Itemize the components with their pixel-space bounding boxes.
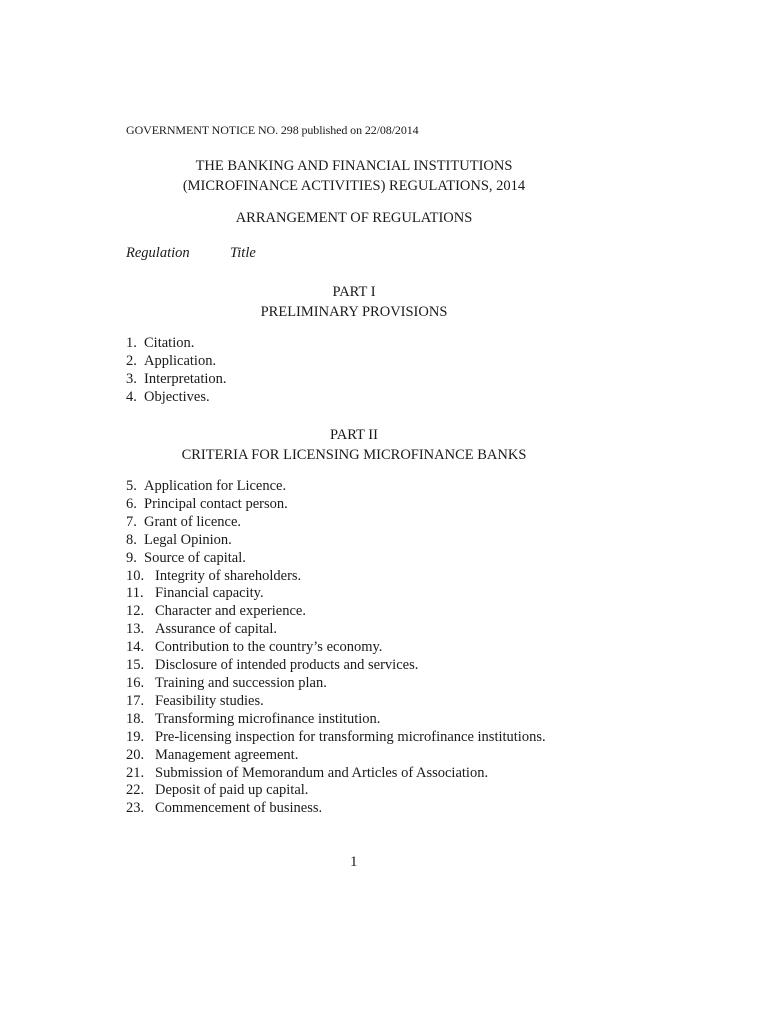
regulation-title: Character and experience. — [155, 603, 306, 620]
regulation-number: 15. — [126, 657, 145, 674]
regulation-number: 2. — [126, 352, 137, 369]
regulation-title: Principal contact person. — [144, 495, 288, 512]
list-item — [126, 639, 546, 657]
regulation-number: 8. — [126, 531, 137, 548]
regulation-number: 11. — [126, 585, 144, 602]
part-1-regulation-list — [126, 335, 227, 407]
regulation-number: 1. — [126, 335, 137, 351]
list-item — [126, 371, 227, 389]
regulation-title: Contribution to the country’s economy. — [155, 639, 383, 656]
regulation-title: Submission of Memorandum and Articles of Association. — [155, 764, 489, 781]
government-notice: GOVERNMENT NOTICE NO. 298 published on 22/08/2014 — [126, 123, 419, 137]
list-item — [126, 675, 546, 693]
regulation-number: 6. — [126, 495, 137, 512]
list-item — [126, 800, 546, 818]
regulation-number: 16. — [126, 674, 145, 691]
regulation-title: Pre-licensing inspection for transforming microfinance institutions. — [155, 728, 546, 745]
list-item — [126, 747, 546, 765]
list-item — [126, 711, 546, 729]
list-item — [126, 621, 546, 639]
regulation-number: 19. — [126, 728, 145, 745]
regulation-number: 12. — [126, 603, 145, 620]
regulation-title: Application for Licence. — [144, 478, 287, 494]
list-item — [126, 335, 227, 353]
part-2-label: PART II — [330, 427, 378, 443]
regulation-number: 17. — [126, 692, 145, 709]
column-heading-regulation: Regulation — [126, 245, 190, 261]
column-headings — [126, 245, 256, 262]
part-2-regulation-list — [126, 478, 546, 818]
regulation-title: Feasibility studies. — [155, 692, 264, 709]
regulation-number: 13. — [126, 621, 145, 638]
list-item — [126, 782, 546, 800]
list-item — [126, 729, 546, 747]
document-title-line-1: THE BANKING AND FINANCIAL INSTITUTIONS — [195, 158, 513, 174]
list-item — [126, 496, 546, 514]
regulation-number: 4. — [126, 388, 137, 405]
regulation-number: 20. — [126, 746, 145, 763]
list-item — [126, 550, 546, 568]
list-item — [126, 693, 546, 711]
list-item — [126, 514, 546, 532]
regulation-title: Integrity of shareholders. — [155, 567, 302, 584]
regulation-title: Legal Opinion. — [144, 531, 232, 548]
list-item — [126, 603, 546, 621]
list-item — [126, 389, 227, 407]
regulation-number: 14. — [126, 639, 145, 656]
regulation-number: 9. — [126, 549, 137, 566]
regulation-number: 18. — [126, 710, 145, 727]
list-item — [126, 353, 227, 371]
regulation-title: Training and succession plan. — [155, 674, 327, 691]
regulation-number: 5. — [126, 478, 137, 494]
regulation-number: 10. — [126, 567, 145, 584]
regulation-title: Interpretation. — [144, 370, 227, 387]
list-item — [126, 657, 546, 675]
column-heading-title: Title — [230, 245, 256, 261]
regulation-title: Management agreement. — [155, 746, 299, 763]
list-item — [126, 765, 546, 783]
list-item — [126, 585, 546, 603]
list-item — [126, 532, 546, 550]
arrangement-heading: ARRANGEMENT OF REGULATIONS — [235, 210, 473, 226]
regulation-title: Source of capital. — [144, 549, 246, 566]
regulation-number: 23. — [126, 800, 145, 817]
regulation-number: 22. — [126, 782, 145, 799]
document-title-line-2: (MICROFINANCE ACTIVITIES) REGULATIONS, 2014 — [182, 178, 526, 194]
regulation-title: Grant of licence. — [144, 513, 242, 530]
regulation-number: 7. — [126, 513, 137, 530]
regulation-title: Citation. — [144, 335, 195, 351]
part-1-title: PRELIMINARY PROVISIONS — [260, 304, 448, 320]
regulation-title: Deposit of paid up capital. — [155, 782, 309, 799]
regulation-title: Assurance of capital. — [155, 621, 277, 638]
regulation-title: Commencement of business. — [155, 800, 323, 817]
regulation-title: Disclosure of intended products and services. — [155, 657, 419, 674]
regulation-title: Objectives. — [144, 388, 210, 405]
part-1-label: PART I — [332, 284, 376, 300]
regulation-number: 3. — [126, 370, 137, 387]
regulation-title: Financial capacity. — [155, 585, 264, 602]
part-2-heading — [0, 425, 708, 465]
regulation-number: 21. — [126, 764, 145, 781]
regulation-title: Application. — [144, 352, 217, 369]
regulation-title: Transforming microfinance institution. — [155, 710, 381, 727]
part-2-title: CRITERIA FOR LICENSING MICROFINANCE BANKS — [181, 447, 527, 463]
list-item — [126, 568, 546, 586]
list-item — [126, 478, 546, 496]
page-number: 1 — [350, 854, 358, 870]
document-title — [0, 156, 708, 196]
part-1-heading — [0, 282, 708, 322]
